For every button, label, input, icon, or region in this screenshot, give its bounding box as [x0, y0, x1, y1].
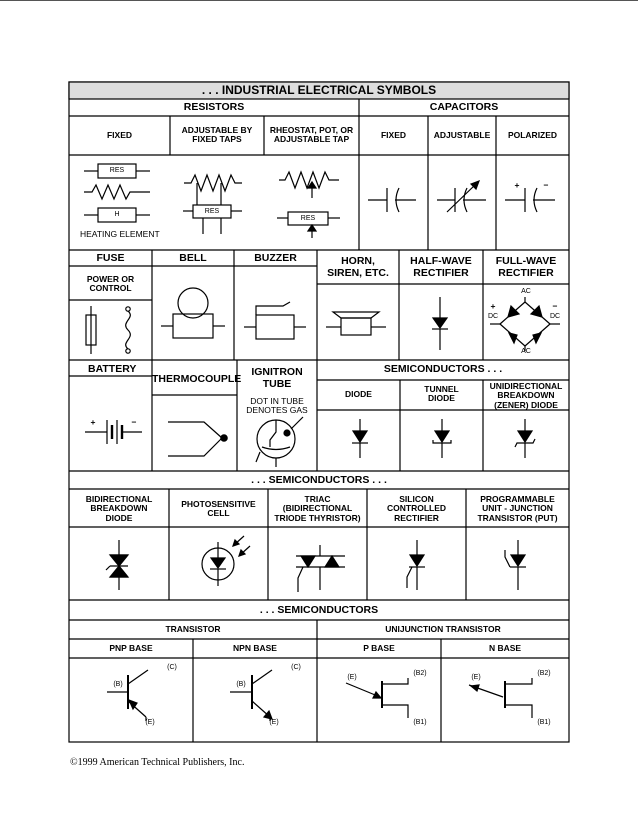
capacitor-fixed-symbol [368, 188, 416, 212]
label-capacitor-adjustable: ADJUSTABLE [433, 130, 491, 140]
zener-diode-symbol [515, 419, 535, 458]
fuse-symbols [86, 306, 130, 354]
polarized-minus: − [543, 180, 549, 190]
capacitors-header: CAPACITORS [429, 101, 499, 113]
resistors-header: RESISTORS [183, 101, 245, 113]
ignitron-header: IGNITRON TUBE [251, 366, 303, 390]
bell-symbol [161, 288, 225, 338]
pnp-transistor-symbol [107, 670, 148, 721]
h-label: H [114, 211, 120, 218]
rheostat-symbols [277, 172, 340, 238]
dc-left-label: DC [487, 313, 499, 320]
resistor-adjustable-taps-symbols [183, 175, 242, 234]
ujt-n-base-symbol [469, 678, 532, 718]
npn-transistor-symbol [230, 670, 272, 721]
copyright: ©1999 American Technical Publishers, Inc. [70, 757, 245, 768]
label-rheostat: RHEOSTAT, POT, OR ADJUSTABLE TAP [269, 125, 354, 145]
p-b1-label: (B1) [413, 719, 427, 726]
ignitron-symbol [256, 417, 303, 467]
diode-symbol [352, 419, 368, 458]
pnp-e-label: (E) [145, 719, 155, 726]
pnp-base-label: PNP BASE [109, 643, 153, 653]
label-resistor-fixed: FIXED [106, 130, 133, 140]
put-symbol [505, 540, 526, 590]
dc-plus: + [490, 301, 496, 311]
label-adjustable-taps: ADJUSTABLE BY FIXED TAPS [181, 125, 253, 145]
half-wave-rectifier-symbol [432, 297, 448, 350]
semiconductors-row4-header: . . . SEMICONDUCTORS . . . [251, 474, 387, 486]
npn-e-label: (E) [269, 719, 279, 726]
npn-c-label: (C) [291, 664, 301, 671]
power-control-label: POWER OR CONTROL [86, 274, 135, 294]
n-b2-label: (B2) [537, 670, 551, 677]
semiconductors-row5-header: . . . SEMICONDUCTORS [259, 604, 379, 616]
ac-bottom-label: AC [521, 348, 531, 355]
half-wave-header: HALF-WAVE RECTIFIER [410, 255, 472, 279]
chart-title: . . . INDUSTRIAL ELECTRICAL SYMBOLS [201, 83, 437, 97]
p-base-label: P BASE [363, 643, 395, 653]
thermocouple-header: THERMOCOUPLE [152, 373, 242, 385]
bidirectional-label: BIDIRECTIONAL BREAKDOWN DIODE [85, 494, 153, 523]
put-label: PROGRAMMABLE UNIT - JUNCTION TRANSISTOR (PUT) [477, 494, 558, 523]
battery-minus: − [131, 417, 137, 427]
label-capacitor-polarized: POLARIZED [507, 130, 558, 140]
dot-in-tube-note: DOT IN TUBE DENOTES GAS [246, 396, 308, 416]
heating-element-label: HEATING ELEMENT [80, 229, 160, 239]
battery-header: BATTERY [88, 363, 137, 375]
horn-header: HORN, SIREN, ETC. [327, 255, 389, 279]
photosensitive-cell-symbol [202, 536, 250, 586]
res-label-3: RES [300, 215, 316, 222]
full-wave-header: FULL-WAVE RECTIFIER [495, 255, 557, 279]
pnp-c-label: (C) [167, 664, 177, 671]
thermocouple-symbol [168, 422, 227, 456]
ujt-header: UNIJUNCTION TRANSISTOR [385, 624, 501, 634]
ujt-p-base-symbol [346, 678, 408, 718]
res-label-1: RES [109, 167, 125, 174]
ac-top-label: AC [521, 288, 531, 295]
photosensitive-label: PHOTOSENSITIVE CELL [181, 499, 256, 519]
res-label-2: RES [204, 208, 220, 215]
dc-right-label: DC [549, 313, 561, 320]
tunnel-diode-symbol [433, 419, 451, 458]
triac-symbol [296, 545, 345, 592]
p-b2-label: (B2) [413, 670, 427, 677]
battery-plus: + [90, 417, 96, 427]
triac-label: TRIAC (BIDIRECTIONAL TRIODE THYRISTOR) [274, 494, 361, 523]
bidirectional-diode-symbol [106, 540, 128, 590]
dc-minus: − [552, 301, 558, 311]
horn-symbol [326, 312, 386, 335]
npn-base-label: NPN BASE [233, 643, 277, 653]
capacitor-polarized-symbol [505, 188, 555, 212]
label-capacitor-fixed: FIXED [380, 130, 407, 140]
tunnel-diode-label: TUNNEL DIODE [424, 384, 459, 404]
bell-header: BELL [179, 252, 207, 264]
scr-symbol [407, 540, 425, 590]
semiconductors-header: SEMICONDUCTORS . . . [383, 363, 503, 375]
n-base-label: N BASE [488, 643, 522, 653]
capacitor-adjustable-symbol [437, 181, 486, 212]
zener-label: UNIDIRECTIONAL BREAKDOWN (ZENER) DIODE [489, 381, 563, 410]
npn-b-label: (B) [236, 681, 246, 688]
polarized-plus: + [514, 180, 520, 190]
scr-label: SILICON CONTROLLED RECTIFIER [386, 494, 447, 523]
n-e-label: (E) [471, 674, 481, 681]
transistor-header: TRANSISTOR [165, 624, 221, 634]
fuse-header: FUSE [96, 252, 125, 264]
buzzer-header: BUZZER [254, 252, 297, 264]
n-b1-label: (B1) [537, 719, 551, 726]
diode-label: DIODE [345, 389, 372, 399]
buzzer-symbol [244, 302, 306, 339]
p-e-label: (E) [347, 674, 357, 681]
pnp-b-label: (B) [113, 681, 123, 688]
